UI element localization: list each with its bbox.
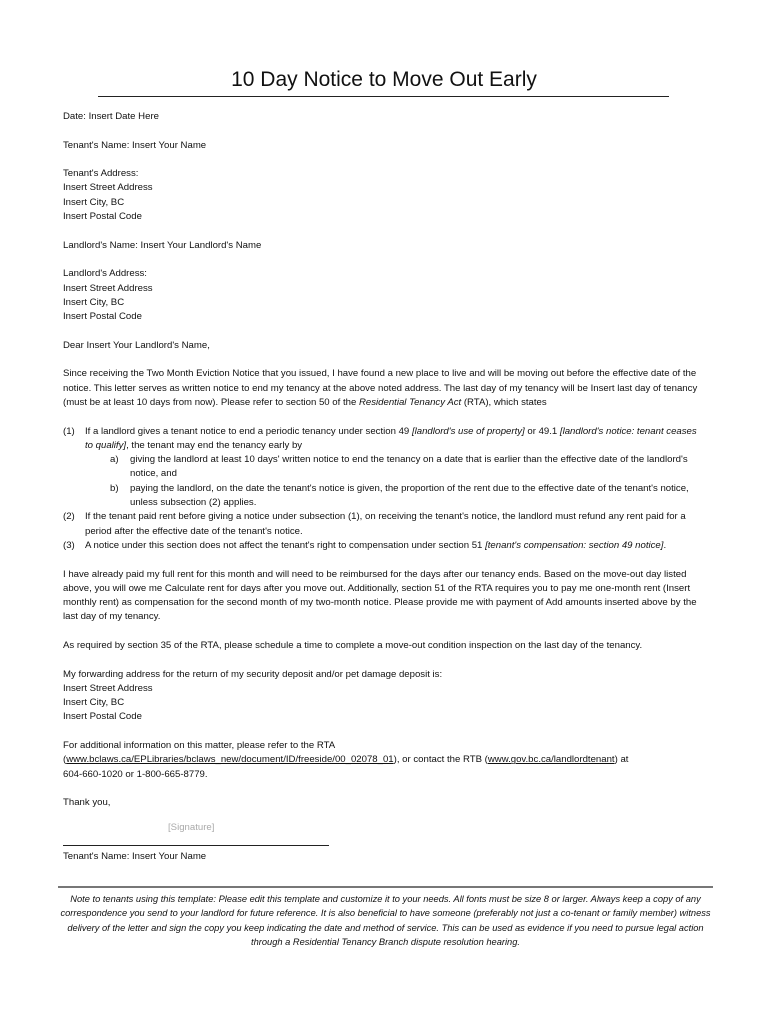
sub-item-text: giving the landlord at least 10 days' written notice to end the tenancy on a date that is earlier than the effective date of the landlord's notice, and — [130, 454, 688, 480]
forwarding-address-block — [63, 668, 703, 725]
info-mid: ), or contact the RTB ( — [393, 754, 488, 766]
sub-item-a — [63, 453, 703, 482]
date-line: Date: Insert Date Here — [63, 111, 159, 122]
landlord-address-block — [63, 267, 703, 324]
signature-line — [63, 845, 329, 846]
list-item-italic: [landlord's use of property] — [411, 425, 525, 437]
info-paragraph — [63, 739, 703, 782]
tenant-address-label: Tenant's Address: — [63, 168, 139, 180]
list-item-text: , the tenant may end the tenancy early by — [126, 439, 303, 451]
tenant-city: Insert City, BC — [63, 196, 125, 208]
info-line: For additional information on this matter, please refer to the RTA — [63, 740, 336, 752]
signature-placeholder: [Signature] — [168, 822, 215, 833]
tenant-name-line: Tenant's Name: Insert Your Name — [63, 139, 207, 151]
list-item-number: (2) — [63, 511, 75, 523]
salutation: Dear Insert Your Landlord's Name, — [63, 339, 210, 351]
info-open-paren: ( — [63, 754, 67, 766]
list-item-text: A notice under this section does not affect the tenant's right to compensation under section 51 — [85, 539, 486, 551]
intro-paragraph — [63, 367, 703, 410]
signature-name: Tenant's Name: Insert Your Name — [63, 851, 207, 862]
list-item-text: If the tenant paid rent before giving a notice under subsection (1), on receiving the tenant's notice, the landlord must refund any rent paid for a period after the effective date of the tenant's notice. — [85, 511, 686, 537]
list-item-text: If a landlord gives a tenant notice to end a periodic tenancy under section 49 — [85, 425, 412, 437]
rent-paragraph: I have already paid my full rent for this month and will need to be reimbursed for the days after our tenancy ends. Based on the move-out day listed above, you will owe me Calculate rent for days after you move out. Additionally, section 51 of the RTA requires you to pay me one-month rent (Insert monthly rent) as compensation for the second month of my two-month notice. Please provide me with payment of Add amounts inserted above by the last day of my tenancy. — [63, 568, 697, 623]
tenant-note: Note to tenants using this template: Please edit this template and customize it to your needs. All fonts must be size 8 or larger. Always keep a copy of any correspondence you send to your landlord for future reference. It is also beneficial to have someone (preferably not just a co-tenant or family member) witness delivery of the letter and sign the copy you keep indicating the date and method of service. This can be used as evidence if you need to pursue legal action through a Residential Tenancy Branch dispute resolution hearing. — [60, 894, 711, 947]
list-item-italic: [landlord's notice: tenant ceases to qualify] — [85, 425, 697, 451]
info-after: ) at — [614, 754, 629, 766]
forwarding-street: Insert Street Address — [63, 682, 153, 694]
tenant-address-block — [63, 167, 703, 224]
sub-item-b — [63, 482, 703, 511]
act-name: Residential Tenancy Act — [358, 396, 462, 408]
sub-item-letter: b) — [110, 482, 119, 494]
list-item-3 — [63, 539, 703, 553]
tenant-postal: Insert Postal Code — [63, 211, 142, 223]
info-links-line — [63, 753, 703, 767]
list-item-number: (1) — [63, 425, 75, 437]
section-50-list — [63, 425, 703, 554]
forwarding-intro: My forwarding address for the return of my security deposit and/or pet damage deposit is: — [63, 668, 443, 680]
letter-body — [63, 110, 703, 825]
list-item-text: or 49.1 — [524, 425, 560, 437]
title-underline — [98, 96, 669, 97]
tenant-street: Insert Street Address — [63, 182, 153, 194]
list-item-2 — [63, 510, 703, 539]
note-divider — [58, 886, 713, 888]
forwarding-postal: Insert Postal Code — [63, 711, 142, 723]
list-item-1 — [63, 425, 703, 454]
document-title: 10 Day Notice to Move Out Early — [231, 68, 537, 91]
sub-item-letter: a) — [110, 454, 119, 466]
landlord-postal: Insert Postal Code — [63, 311, 142, 323]
landlord-city: Insert City, BC — [63, 296, 125, 308]
landlord-address-label: Landlord's Address: — [63, 268, 147, 280]
list-item-number: (3) — [63, 539, 75, 551]
landlord-street: Insert Street Address — [63, 282, 153, 294]
phone-numbers: 604-660-1020 or 1-800-665-8779. — [63, 768, 208, 780]
list-item-italic: [tenant's compensation: section 49 notice] — [485, 539, 664, 551]
list-item-end: . — [663, 539, 667, 551]
rtb-link[interactable]: www.gov.bc.ca/landlordtenant — [487, 754, 615, 766]
sub-item-text: paying the landlord, on the date the tenant's notice is given, the proportion of the rent due to the effective date of the tenant's notice, unless subsection (2) applies. — [130, 482, 689, 509]
intro-text-end: (RTA), which states — [461, 396, 547, 408]
forwarding-city: Insert City, BC — [63, 697, 125, 709]
intro-text-start: Since receiving the Two Month Eviction Notice that you issued, I have found a new place to live and will be moving out before the effective date of the notice. This letter serves as written notice to end my tenancy at the above noted address. The last day of my tenancy will be Insert last day of tenancy (must be at least 10 days from now). Please refer to section 50 of the — [63, 368, 698, 408]
rta-link[interactable]: www.bclaws.ca/EPLibraries/bclaws_new/document/ID/freeside/00_02078_01 — [66, 754, 394, 766]
landlord-name-line: Landlord's Name: Insert Your Landlord's Name — [63, 239, 262, 251]
inspection-paragraph: As required by section 35 of the RTA, please schedule a time to complete a move-out condition inspection on the last day of the tenancy. — [63, 639, 643, 651]
closing: Thank you, — [63, 797, 111, 809]
